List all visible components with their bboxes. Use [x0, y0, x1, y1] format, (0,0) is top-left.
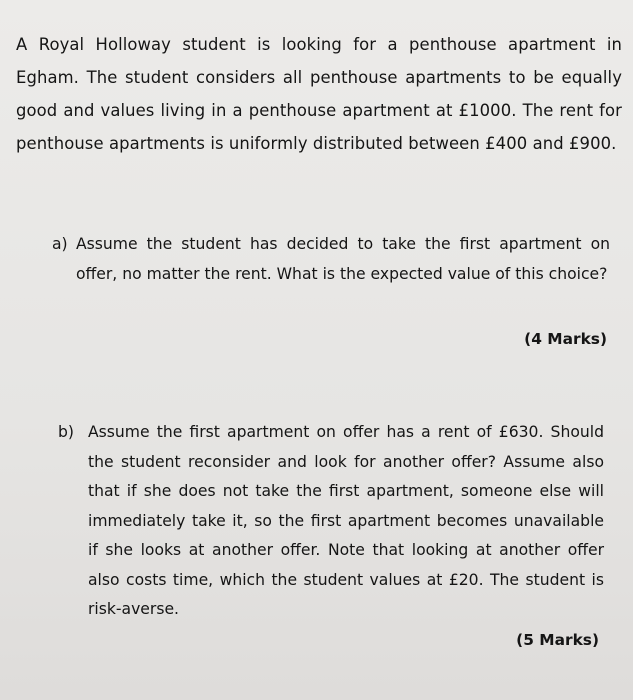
- question-a: [52, 230, 610, 289]
- question-b-label: b): [58, 423, 74, 441]
- question-b-row: [58, 418, 604, 625]
- problem-statement: A Royal Holloway student is looking for a penthouse apartment in Egham. The student considers all penthouse apartments to be equally good and values living in a penthouse apartment at £1000. The rent for penthouse apartments is uniformly distributed between £400 and £900.: [16, 35, 622, 153]
- question-b: [58, 418, 604, 625]
- question-b-text: Assume the first apartment on offer has a rent of £630. Should the student reconsider and look for another offer? Assume also that if she does not take the first apartment, someone else will immediately take it, so the first apartment becomes unavailable if she looks at another offer. Note that looking at another offer also costs time, which the student values at £20. The student is risk-averse.: [88, 423, 604, 618]
- question-a-label: a): [52, 235, 68, 253]
- question-b-marks: (5 Marks): [516, 631, 599, 649]
- question-a-marks: (4 Marks): [524, 330, 607, 348]
- question-a-row: [52, 230, 610, 289]
- question-a-text: Assume the student has decided to take the first apartment on offer, no matter the rent. What is the expected value of this choice?: [76, 235, 610, 283]
